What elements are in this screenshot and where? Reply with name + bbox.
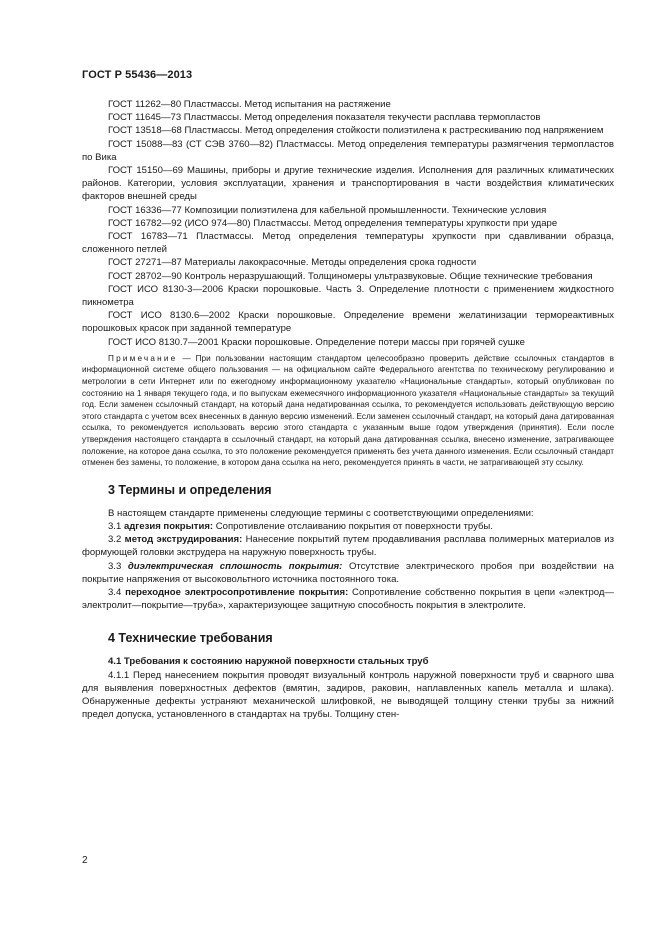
reference-item: ГОСТ ИСО 8130.7—2001 Краски порошковые. Определение потери массы при горячей сушке bbox=[108, 336, 525, 348]
references-list bbox=[82, 98, 614, 349]
reference-item: ГОСТ 15150—69 Машины, приборы и другие технические изделия. Исполнения для различных климатических районов. Категории, условия эксплуатации, хранения и транспортирования в части воздействия климатических факторов внешней среды bbox=[82, 165, 614, 203]
note-label: Примечание bbox=[108, 353, 178, 363]
reference-item: ГОСТ ИСО 8130.6—2002 Краски порошковые. Определение времени желатинизации термореактивных порошковых красок при заданной температуре bbox=[82, 310, 614, 335]
definition-number: 3.1 bbox=[108, 521, 122, 532]
reference-item: ГОСТ 16783—71 Пластмассы. Метод определения температуры хрупкости при сдавливании образца, сложенного петлей bbox=[82, 231, 614, 256]
reference-item: ГОСТ 27271—87 Материалы лакокрасочные. Методы определения срока годности bbox=[108, 257, 477, 269]
note-text: — При пользовании настоящим стандартом целесообразно проверить действие ссылочных стандартов в информационной системе общего пользования — на официальном сайте Федерального агентства по техническому регулированию и метрологии в сети Интернет или по ежегодному информационному указателю «Национальные стандарты», который опубликован по состоянию на 1 января текущего года, и по выпускам ежемесячного информационного указателя «Национальные стандарты» за текущий год. Если заменен ссылочный стандарт, на который дана недатированная ссылка, то рекомендуется использовать действующую версию этого стандарта с учетом всех внесенных в данную версию изменений. Если заменен ссылочный стандарт, на который дана датированная ссылка, то рекомендуется использовать версию этого стандарта с указанным выше годом утверждения (принятия). Если после утверждения настоящего стандарта в ссылочный стандарт, на который дана датированная ссылка, внесено изменение, затрагивающее положение, на которое дана ссылка, то это положение рекомендуется применять без учета данного изменения. Если ссылочный стандарт отменен без замены, то положение, в котором дана ссылка на него, рекомендуется принять в части, не затрагивающей эту ссылку. bbox=[82, 353, 614, 468]
reference-item: ГОСТ 11645—73 Пластмассы. Метод определения показателя текучести расплава термопластов bbox=[108, 112, 541, 124]
definition-text: Отсутствие электрического пробоя при воздействии на покрытие напряжения от высоковольтного источника постоянного тока. bbox=[82, 560, 614, 585]
definition-item bbox=[82, 560, 614, 586]
definition-text: Сопротивление отслаиванию покрытия от поверхности трубы. bbox=[215, 521, 493, 532]
reference-item: ГОСТ ИСО 8130-3—2006 Краски порошковые. Часть 3. Определение плотности с применением жидкостного пикнометра bbox=[82, 283, 614, 309]
definition-item bbox=[82, 586, 614, 612]
definition-term: переходное электросопротивление покрытия: bbox=[125, 587, 349, 599]
section-3-intro: В настоящем стандарте применены следующие термины с соответствующими определениями: bbox=[108, 507, 534, 519]
reference-item: ГОСТ 15088—83 (СТ СЭВ 3760—82) Пластмассы. Метод определения температуры размягчения термопластов по Вика bbox=[82, 138, 614, 163]
reference-item: ГОСТ 11262—80 Пластмассы. Метод испытания на растяжение bbox=[108, 99, 391, 110]
reference-item: ГОСТ 16782—92 (ИСО 974—80) Пластмассы. Метод определения температуры хрупкости при ударе bbox=[108, 217, 558, 229]
document-header: ГОСТ Р 55436—2013 bbox=[82, 69, 193, 81]
definition-term: адгезия покрытия: bbox=[123, 521, 214, 532]
reference-item: ГОСТ 28702—90 Контроль неразрушающий. Толщиномеры ультразвуковые. Общие технические требования bbox=[108, 270, 593, 282]
definition-item bbox=[82, 520, 614, 533]
definition-text: Нанесение покрытий путем продавливания расплава полимерных материалов из формующей головки экструдера на наружную поверхность трубы. bbox=[82, 534, 615, 559]
section-4-heading: 4 Технические требования bbox=[108, 631, 273, 646]
reference-item: ГОСТ 13518—68 Пластмассы. Метод определения стойкости полиэтилена к растрескиванию под напряжением bbox=[108, 125, 604, 137]
note-paragraph bbox=[82, 353, 614, 469]
definition-text: Сопротивление собственно покрытия в цепи «электрод—электролит—покрытие—труба», характеризующее защитную способность покрытия в электролите. bbox=[82, 587, 614, 612]
subsection-heading: 4.1 Требования к состоянию наружной поверхности стальных труб bbox=[108, 656, 429, 668]
definition-term: метод экструдирования: bbox=[124, 534, 243, 546]
page-content bbox=[82, 98, 614, 721]
definition-number: 3.4 bbox=[108, 587, 122, 599]
definition-number: 3.3 bbox=[108, 560, 122, 572]
reference-item: ГОСТ 16336—77 Композиции полиэтилена для кабельной промышленности. Технические условия bbox=[108, 204, 547, 216]
definition-number: 3.2 bbox=[108, 534, 122, 546]
definition-item bbox=[82, 533, 614, 559]
body-paragraph: 4.1.1 Перед нанесением покрытия проводят визуальный контроль наружной поверхности труб и сварного шва для выявления поверхностных дефектов (вмятин, задиров, раковин, наплавленных капель металла и шлака). Обнаруженные дефекты устраняют механической шлифовкой, не выводящей толщину стенки трубы за нижний предел допуска, установленного в стандартах на трубы. Толщину стен- bbox=[82, 669, 614, 721]
section-3-heading: 3 Термины и определения bbox=[108, 482, 272, 497]
page-number: 2 bbox=[82, 855, 88, 866]
definition-term: диэлектрическая сплошность покрытия: bbox=[127, 560, 343, 572]
